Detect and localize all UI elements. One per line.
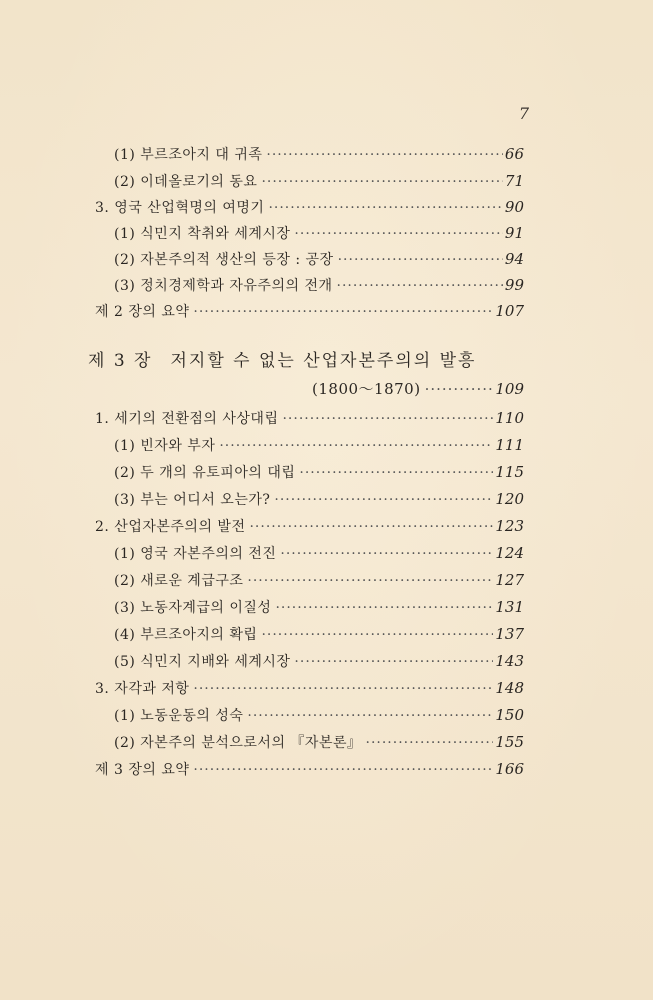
dot-leader [366, 734, 494, 752]
toc-entry-label: (2) 이데올로기의 동요 [114, 174, 258, 190]
dot-leader [280, 545, 493, 563]
toc-entry-label: (3) 정치경제학과 자유주의의 전개 [114, 278, 333, 294]
toc-entry [95, 198, 524, 217]
toc-entry-page: 107 [495, 302, 524, 320]
dot-leader [299, 464, 493, 482]
toc-entry [95, 302, 524, 321]
toc-entry-page: 111 [495, 436, 524, 454]
dot-leader [261, 173, 502, 191]
dot-leader [247, 707, 493, 725]
toc-entry-page: 148 [495, 679, 524, 697]
toc-entry-label: 제 3 장의 요약 [95, 762, 190, 778]
toc-entry [114, 571, 524, 590]
toc-entry-page: 150 [495, 706, 524, 724]
toc-entry-label: (1) 영국 자본주의의 전진 [114, 546, 277, 562]
dot-leader [294, 225, 502, 243]
dot-leader [274, 491, 493, 509]
toc-entry [114, 652, 524, 671]
toc-entry [114, 224, 524, 243]
toc-entry [114, 598, 524, 617]
toc-entry-label: (1) 식민지 착취와 세계시장 [114, 226, 291, 242]
toc-entry-page: 71 [504, 172, 524, 190]
toc-entry-label: 제 2 장의 요약 [95, 304, 190, 320]
toc-entry-label: (1) 노동운동의 성숙 [114, 708, 244, 724]
dot-leader [249, 518, 493, 536]
toc-entry-label: (2) 두 개의 유토피아의 대립 [114, 465, 296, 481]
toc-entry-label: (3) 부는 어디서 오는가? [114, 492, 271, 508]
toc-entry-page: 91 [504, 224, 524, 242]
toc-entry [114, 145, 524, 164]
toc-entry-page: 110 [495, 409, 524, 427]
toc-entry-label: (2) 자본주의 분석으로서의 『자본론』 [114, 735, 362, 751]
toc-entry-label: (5) 식민지 지배와 세계시장 [114, 654, 291, 670]
dot-leader [219, 437, 493, 455]
toc-entry [114, 436, 524, 455]
chapter-title: 저지할 수 없는 산업자본주의의 발흥 [170, 351, 477, 371]
dot-leader [193, 680, 493, 698]
toc-entry [95, 760, 524, 779]
dot-leader [338, 251, 503, 269]
dot-leader [294, 653, 493, 671]
toc-entry [114, 463, 524, 482]
toc-entry [95, 679, 524, 698]
toc-entry [114, 706, 524, 725]
toc-entry [95, 409, 524, 428]
dot-leader [261, 626, 493, 644]
toc-entry-page: 166 [495, 760, 524, 778]
toc-entry-label: (1) 빈자와 부자 [114, 438, 216, 454]
toc-entry-page: 143 [495, 652, 524, 670]
dot-leader [425, 380, 494, 398]
toc-entry-page: 115 [495, 463, 524, 481]
toc-entry-label: (1) 부르조아지 대 귀족 [114, 147, 263, 163]
toc-entry-label: (4) 부르조아지의 확립 [114, 627, 258, 643]
dot-leader [337, 277, 503, 295]
toc-entry [114, 544, 524, 563]
toc-entry-page: 90 [504, 198, 524, 216]
dot-leader [266, 146, 503, 164]
toc-entry [114, 490, 524, 509]
dot-leader [247, 572, 493, 590]
toc-entry-page: 131 [495, 598, 524, 616]
toc-entry-page: 66 [504, 145, 524, 163]
chapter-period: (1800～1870) [312, 380, 421, 398]
page-number: 7 [518, 104, 529, 123]
toc-entry [114, 172, 524, 191]
chapter-period-entry [312, 380, 524, 398]
dot-leader [193, 761, 493, 779]
toc-entry-label: (3) 노동자계급의 이질성 [114, 600, 272, 616]
toc-entry-page: 155 [495, 733, 524, 751]
dot-leader [268, 199, 502, 217]
dot-leader [275, 599, 493, 617]
toc-entry [114, 250, 524, 269]
toc-entry-page: 99 [504, 276, 524, 294]
toc-entry-label: 1. 세기의 전환점의 사상대립 [95, 411, 279, 427]
chapter-heading [88, 346, 476, 371]
toc-entry-label: 3. 자각과 저항 [95, 681, 190, 697]
toc-entry [114, 625, 524, 644]
toc-entry-page: 124 [495, 544, 524, 562]
toc-entry-label: 2. 산업자본주의의 발전 [95, 519, 246, 535]
toc-entry-page: 137 [495, 625, 524, 643]
toc-entry [95, 517, 524, 536]
dot-leader [282, 410, 493, 428]
chapter-page: 109 [495, 380, 524, 398]
toc-entry [114, 276, 524, 295]
toc-entry-label: (2) 새로운 계급구조 [114, 573, 244, 589]
chapter-number: 제 3 장 [88, 351, 153, 371]
toc-entry-page: 120 [495, 490, 524, 508]
toc-entry-label: (2) 자본주의적 생산의 등장 : 공장 [114, 252, 334, 268]
toc-entry [114, 733, 524, 752]
toc-entry-page: 123 [495, 517, 524, 535]
toc-entry-page: 94 [504, 250, 524, 268]
dot-leader [193, 303, 493, 321]
toc-entry-label: 3. 영국 산업혁명의 여명기 [95, 200, 265, 216]
toc-entry-page: 127 [495, 571, 524, 589]
